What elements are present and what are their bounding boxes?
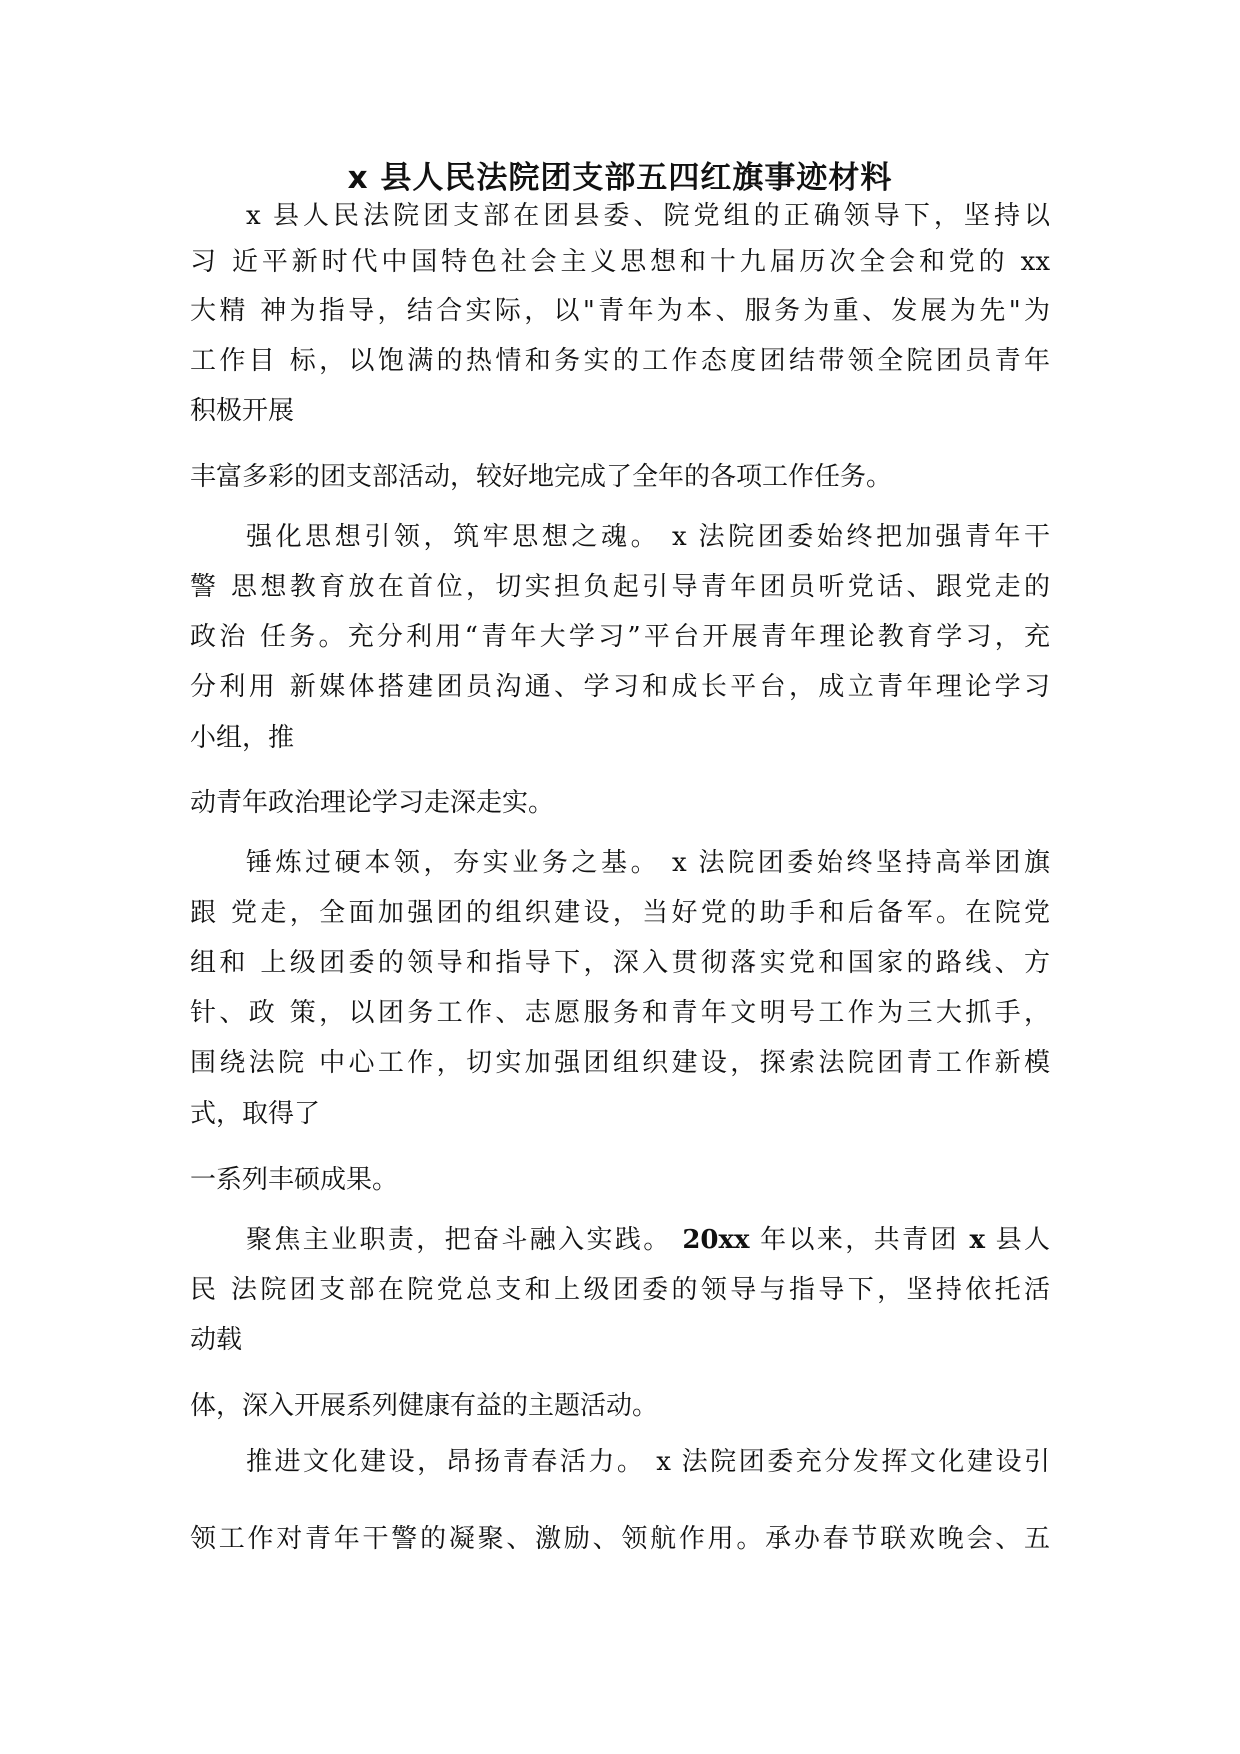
document-title: x 县人民法院团支部五四红旗事迹材料 <box>347 160 893 196</box>
paragraph-line: 组和 上级团委的领导和指导下，深入贯彻落实党和国家的路线、方 <box>190 948 1050 978</box>
paragraph-line: 针、政 策，以团务工作、志愿服务和青年文明号工作为三大抓手， <box>190 998 1050 1028</box>
paragraph-line: 积极开展 <box>190 396 295 426</box>
paragraph-line: 大精 神为指导，结合实际，以"青年为本、服务为重、发展为先"为 <box>190 296 1050 326</box>
paragraph-line: 工作目 标，以饱满的热情和务实的工作态度团结带领全院团员青年 <box>190 346 1050 376</box>
paragraph-line: 推进文化建设，昂扬青春活力。 x 法院团委充分发挥文化建设引 <box>246 1447 1050 1477</box>
paragraph-line: 强化思想引领，筑牢思想之魂。 x 法院团委始终把加强青年干 <box>246 522 1050 552</box>
paragraph-line: 一系列丰硕成果。 <box>190 1165 399 1195</box>
county-placeholder-text: x <box>969 1225 985 1255</box>
paragraph-line: 政治 任务。充分利用“青年大学习”平台开展青年理论教育学习，充 <box>190 622 1050 652</box>
paragraph-line: 丰富多彩的团支部活动，较好地完成了全年的各项工作任务。 <box>190 462 893 492</box>
paragraph-line: 分利用 新媒体搭建团员沟通、学习和成长平台，成立青年理论学习 <box>190 672 1050 702</box>
paragraph-line: 警 思想教育放在首位，切实担负起引导青年团员听党话、跟党走的 <box>190 572 1050 602</box>
paragraph-line: 跟 党走，全面加强团的组织建设，当好党的助手和后备军。在院党 <box>190 898 1050 928</box>
paragraph-line: 小组，推 <box>190 723 295 753</box>
paragraph-line: 民 法院团支部在院党总支和上级团委的领导与指导下，坚持依托活 <box>190 1275 1050 1305</box>
paragraph-line: 体，深入开展系列健康有益的主题活动。 <box>190 1391 659 1421</box>
paragraph-line: 习 近平新时代中国特色社会主义思想和十九届历次全会和党的 xx <box>190 247 1050 277</box>
text-segment: 年以来，共青团 <box>760 1225 959 1255</box>
text-segment: 县人 <box>995 1225 1050 1255</box>
year-text: 20xx <box>682 1225 750 1255</box>
paragraph-line: 动青年政治理论学习走深走实。 <box>190 788 555 818</box>
paragraph-line <box>190 1223 1050 1257</box>
paragraph-line: 围绕法院 中心工作，切实加强团组织建设，探索法院团青工作新模 <box>190 1048 1050 1078</box>
paragraph-line: x 县人民法院团支部在团县委、院党组的正确领导下，坚持以 <box>246 201 1050 231</box>
paragraph-line: 领工作对青年干警的凝聚、激励、领航作用。承办春节联欢晚会、五 <box>190 1524 1050 1554</box>
paragraph-line: 锤炼过硬本领，夯实业务之基。 x 法院团委始终坚持高举团旗 <box>246 848 1050 878</box>
paragraph-line: 动载 <box>190 1325 243 1355</box>
paragraph-line: 式，取得了 <box>190 1099 321 1129</box>
text-segment: 聚焦主业职责，把奋斗融入实践。 <box>246 1225 672 1255</box>
